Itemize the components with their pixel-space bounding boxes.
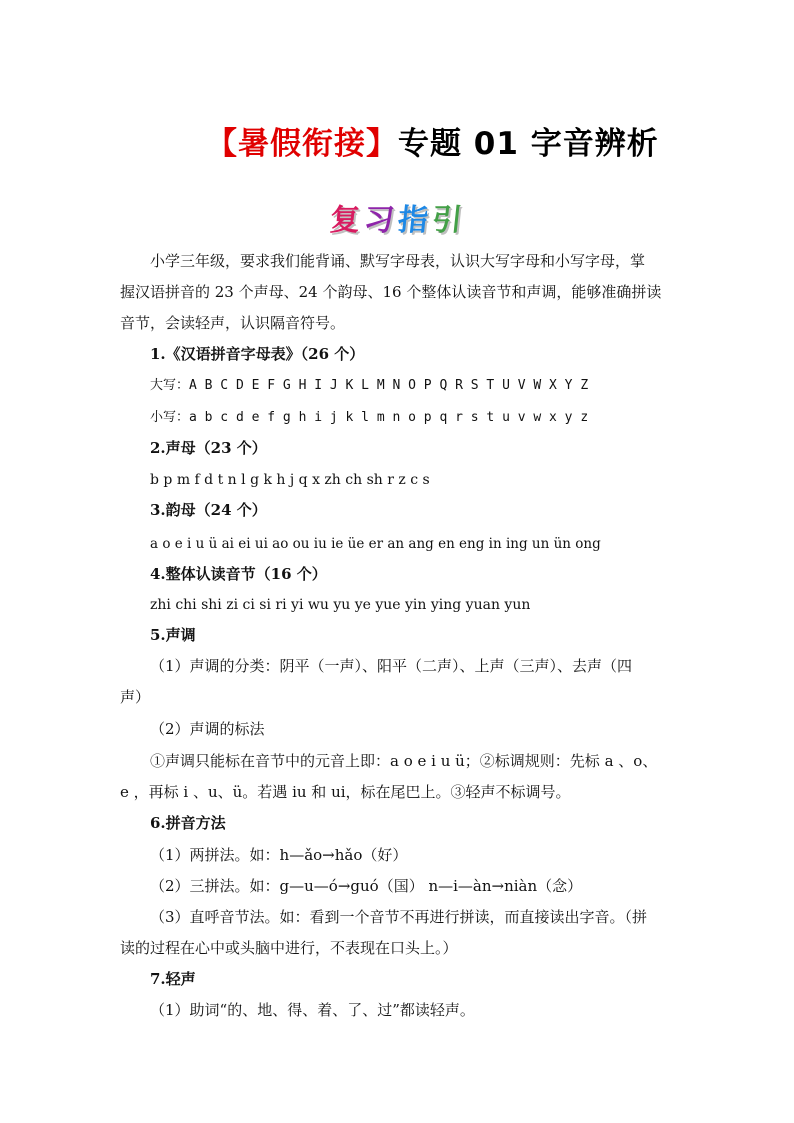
title-bracket-part: 【暑假衔接】 [206, 126, 398, 162]
tone-classification-line-1: （1）声调的分类：阴平（一声）、阳平（二声）、上声（三声）、去声（四 [150, 657, 633, 675]
section-1-heading: 1.《汉语拼音字母表》（26 个） [150, 345, 365, 363]
direct-call-line-2: 读的过程在心中或头脑中进行，不表现在口头上。） [120, 939, 458, 957]
alphabet-uppercase: 大写：A B C D E F G H I J K L M N O P Q R S T U V W X Y Z [150, 378, 589, 393]
tone-marking-heading: （2）声调的标法 [150, 720, 265, 738]
review-char-3: 指 [396, 203, 430, 238]
intro-line-1: 小学三年级，要求我们能背诵、默写字母表，认识大写字母和小写字母，掌 [150, 252, 646, 270]
neutral-tone-rule-1: （1）助词“的、地、得、着、了、过”都读轻声。 [150, 1001, 475, 1019]
page-title [206, 118, 766, 163]
three-part-spelling: （2）三拼法。如：g—u—ó→guó（国） n—i—àn→niàn（念） [150, 877, 583, 895]
initials-list: b p m f d t n l g k h j q x zh ch sh r z c s [150, 472, 430, 488]
tone-rule-line-1: ①声调只能标在音节中的元音上即：a o e i u ü；②标调规则：先标 a 、o、 [150, 752, 658, 770]
finals-list: a o e i u ü ai ei ui ao ou iu ie üe er an ang en eng in ing un ün ong [150, 536, 601, 552]
intro-line-2: 握汉语拼音的 23 个声母、24 个韵母、16 个整体认读音节和声调，能够准确拼读 [120, 283, 662, 301]
direct-call-line-1: （3）直呼音节法。如：看到一个音节不再进行拼读，而直接读出字音。（拼 [150, 908, 648, 926]
review-guide-banner [330, 201, 480, 245]
title-main-part: 专题 01 字音辨析 [398, 126, 659, 162]
section-6-heading: 6.拼音方法 [150, 814, 226, 832]
review-char-1: 复 [328, 203, 362, 238]
review-char-4: 引 [430, 203, 464, 238]
section-4-heading: 4.整体认读音节（16 个） [150, 565, 327, 583]
section-3-heading: 3.韵母（24 个） [150, 501, 267, 519]
whole-syllables-list: zhi chi shi zi ci si ri yi wu yu ye yue yin ying yuan yun [150, 597, 531, 613]
two-part-spelling: （1）两拼法。如：h—ǎo→hǎo（好） [150, 846, 408, 864]
tone-classification-line-2: 声） [120, 688, 151, 706]
intro-line-3: 音节，会读轻声，认识隔音符号。 [120, 314, 346, 332]
section-2-heading: 2.声母（23 个） [150, 439, 267, 457]
alphabet-lowercase: 小写：a b c d e f g h i j k l m n o p q r s t u v w x y z [150, 410, 589, 425]
section-5-heading: 5.声调 [150, 626, 196, 644]
review-char-2: 习 [362, 203, 396, 238]
tone-rule-line-2: e ，再标 i 、u、ü。若遇 iu 和 ui，标在尾巴上。③轻声不标调号。 [120, 783, 571, 801]
section-7-heading: 7.轻声 [150, 970, 196, 988]
